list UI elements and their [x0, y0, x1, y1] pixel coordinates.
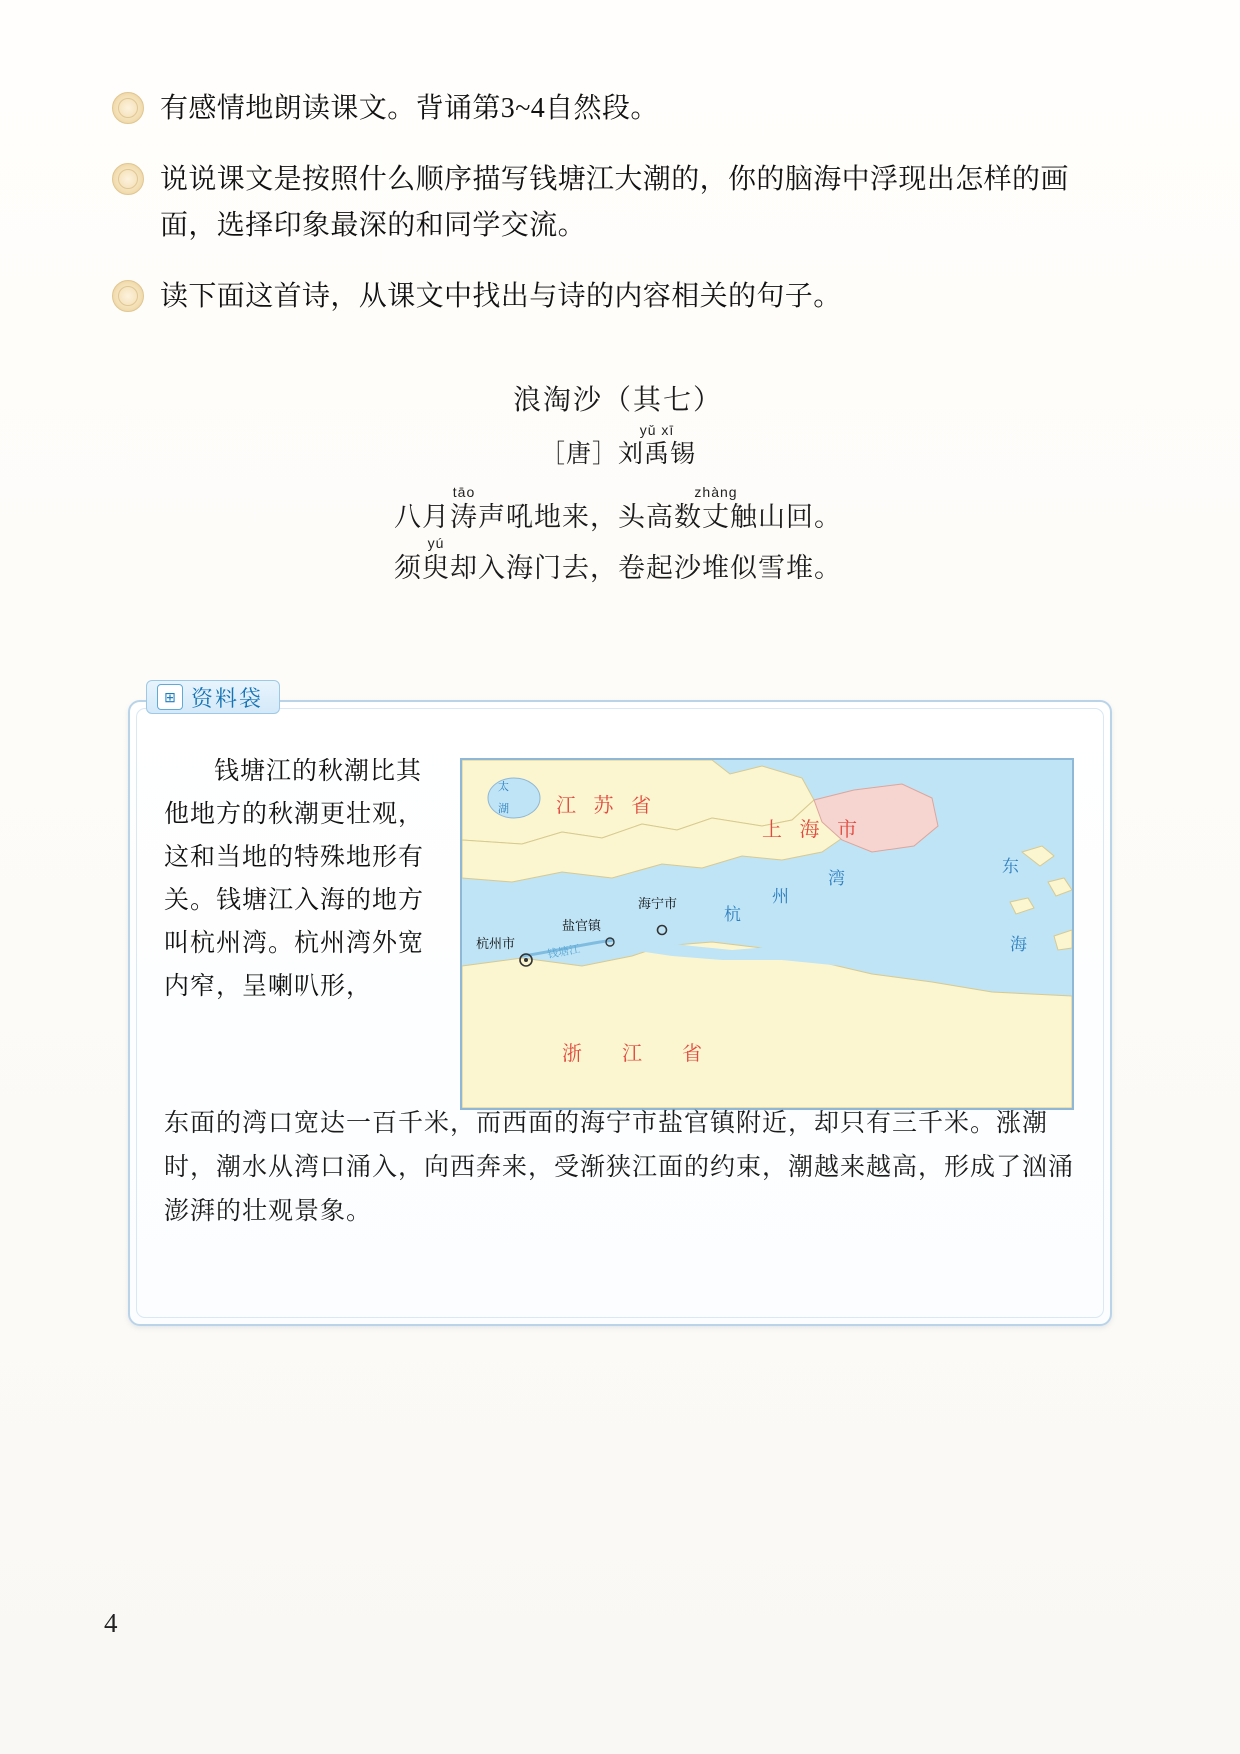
flower-bullet-icon [112, 163, 144, 195]
ruby-pinyin: yú [427, 535, 445, 552]
svg-text:盐官镇: 盐官镇 [562, 918, 602, 933]
material-column-text [164, 750, 438, 1008]
svg-text:海宁市: 海宁市 [638, 896, 678, 911]
ruby-base: 臾 [422, 553, 450, 584]
poem-author-name-ruby [618, 422, 697, 468]
hangzhou-bay-map [460, 758, 1074, 1110]
poem-text: 声吼地来，头高数 [478, 502, 702, 532]
ruby-tao [450, 484, 478, 532]
material-column-paragraph: 钱塘江的秋潮比其他地方的秋潮更壮观，这和当地的特殊地形有关。钱塘江入海的地方叫杭州湾。杭州湾外宽内窄，呈喇叭形， [164, 758, 425, 1000]
list-item [112, 274, 1124, 319]
list-item [112, 86, 1124, 131]
ruby-pinyin: tāo [452, 484, 476, 500]
poem-text: 却入海门去，卷起沙堆似雪堆。 [450, 553, 842, 584]
material-tag-label: 资料袋 [191, 685, 264, 711]
material-bag-icon: ⊞ [157, 684, 183, 710]
ruby-yu [422, 535, 450, 584]
svg-text:杭: 杭 [724, 905, 741, 924]
svg-text:杭州市: 杭州市 [476, 936, 516, 951]
svg-text:州: 州 [772, 887, 789, 906]
material-box [128, 685, 1112, 1326]
svg-text:海: 海 [1010, 935, 1027, 954]
svg-text:浙 江 省: 浙 江 省 [562, 1043, 712, 1065]
ruby-base: 涛 [450, 502, 478, 532]
map-svg [462, 760, 1072, 1108]
poem-author-pinyin: yǔ xī [639, 422, 675, 438]
poem-text: 触山回。 [730, 502, 842, 532]
poem-text: 须 [394, 553, 422, 584]
exercise-text: 说说课文是按照什么顺序描写钱塘江大潮的，你的脑海中浮现出怎样的画面，选择印象最深的和同学交流。 [160, 164, 1069, 241]
poem-text: 八月 [394, 502, 450, 532]
exercise-list [112, 86, 1124, 345]
poem-title: 浪淘沙（其七） [512, 385, 723, 416]
svg-text:江 苏 省: 江 苏 省 [556, 795, 658, 817]
flower-bullet-icon [112, 280, 144, 312]
poem-block [112, 378, 1124, 595]
svg-text:东: 东 [1002, 857, 1019, 876]
flower-bullet-icon [112, 92, 144, 124]
exercise-text: 读下面这首诗，从课文中找出与诗的内容相关的句子。 [160, 281, 842, 313]
poem-line-2 [112, 535, 1124, 594]
svg-text:钱塘江: 钱塘江 [546, 943, 582, 961]
page-number: 4 [104, 1608, 118, 1638]
ruby-base: 丈 [702, 502, 730, 532]
ruby-pinyin: zhàng [694, 484, 738, 500]
material-tag [146, 680, 280, 714]
poem-author [112, 422, 1124, 470]
svg-text:上 海 市: 上 海 市 [762, 819, 864, 841]
exercise-text: 有感情地朗读课文。背诵第3~4自然段。 [160, 93, 659, 124]
material-bottom-text: 东面的湾口宽达一百千米，而西面的海宁市盐官镇附近，却只有三千米。涨潮时，潮水从湾口涌入，向西奔来，受渐狭江面的约束，潮越来越高，形成了汹涌澎湃的壮观景象。 [164, 1110, 1075, 1225]
poem-author-name: 刘禹锡 [618, 441, 697, 468]
list-item [112, 157, 1124, 248]
svg-text:太: 太 [498, 781, 509, 793]
svg-text:湾: 湾 [828, 869, 845, 888]
poem-line-1 [112, 484, 1124, 543]
svg-text:湖: 湖 [498, 803, 509, 815]
ruby-zhang [694, 484, 738, 532]
poem-author-prefix: ［唐］ [539, 441, 618, 468]
